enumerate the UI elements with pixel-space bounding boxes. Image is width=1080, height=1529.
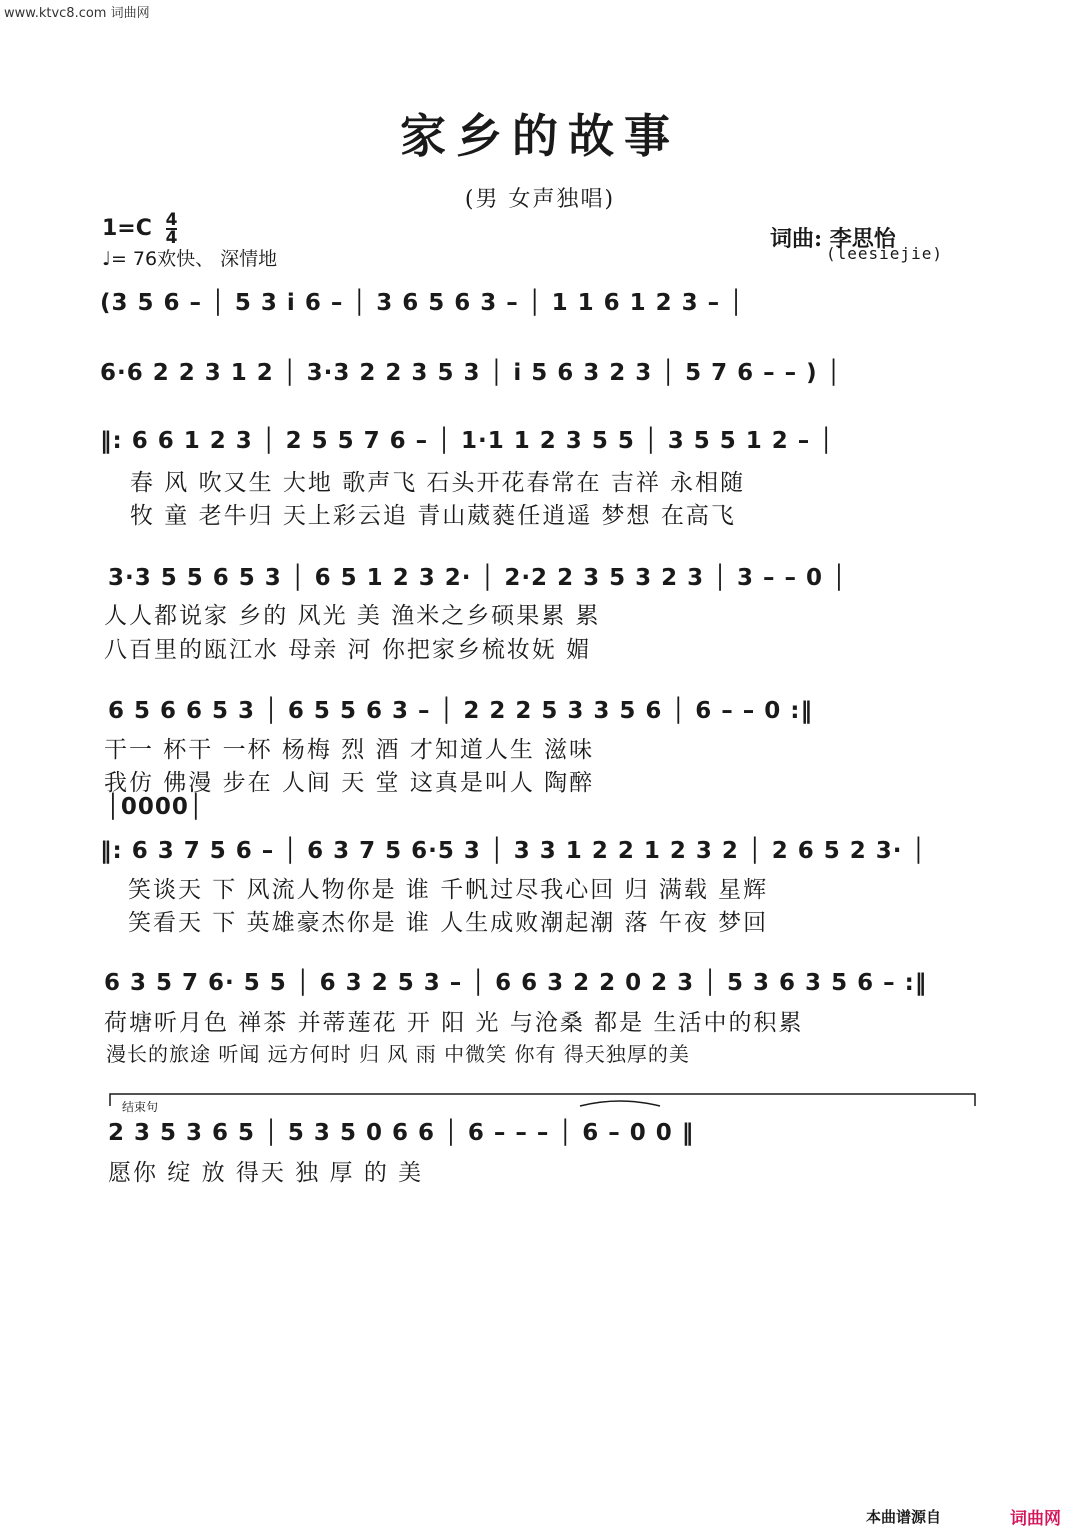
footer-site-logo[interactable]: 词曲网 xyxy=(1010,1509,1061,1529)
score-row-5-lyric-1: 干一 杯干 一杯 杨梅 烈 酒 才知道人生 滋味 xyxy=(104,737,595,763)
score-row-2-notes: 6·6 2 2 3 1 2 │ 3·3 2 2 3 5 3 │ i 5 6 3 2 3 │ 5 7 6 – – ) │ xyxy=(100,360,842,386)
score-row-4-lyric-2: 八百里的瓯江水 母亲 河 你把家乡梳妆妩 媚 xyxy=(104,637,592,663)
score-row-3-notes: ‖: 6 6 1 2 3 │ 2 5 5 7 6 – │ 1·1 1 2 3 5 5 │ 3 5 5 1 2 – │ xyxy=(100,428,835,454)
score-row-5-lyric-2: 我仿 佛漫 步在 人间 天 堂 这真是叫人 陶醉 xyxy=(104,770,595,796)
score-row-5-rest-measure: │0000│ xyxy=(106,794,204,820)
song-title: 家乡的故事 xyxy=(400,109,680,163)
time-sig-top: 4 xyxy=(165,210,178,230)
tempo-marking: ♩= 76欢快、 深情地 xyxy=(102,248,278,270)
score-row-6-notes: ‖: 6 3 7 5 6 – │ 6 3 7 5 6·5 3 │ 3 3 1 2 2 1 2 3 2 │ 2 6 5 2 3· │ xyxy=(100,838,927,864)
score-row-5-notes: 6 5 6 6 5 3 │ 6 5 5 6 3 – │ 2 2 2 5 3 3 5 6 │ 6 – – 0 :‖ xyxy=(108,698,814,724)
composer-alias: (leesiejie) xyxy=(826,244,943,263)
time-sig-bottom: 4 xyxy=(165,228,178,248)
score-row-6-lyric-2: 笑看天 下 英雄豪杰你是 谁 人生成败潮起潮 落 午夜 梦回 xyxy=(128,910,769,936)
score-row-7-lyric-1: 荷塘听月色 禅茶 并蒂莲花 开 阳 光 与沧桑 都是 生活中的积累 xyxy=(104,1010,804,1036)
score-row-4-lyric-1: 人人都说家 乡的 风光 美 渔米之乡硕果累 累 xyxy=(104,603,601,629)
score-row-7-lyric-2: 漫长的旅途 听闻 远方何时 归 风 雨 中微笑 你有 得天独厚的美 xyxy=(106,1042,690,1066)
score-row-8-lyric-1: 愿你 绽 放 得天 独 厚 的 美 xyxy=(108,1160,424,1186)
score-row-4-notes: 3·3 5 5 6 5 3 │ 6 5 1 2 3 2· │ 2·2 2 3 5 3 2 3 │ 3 – – 0 │ xyxy=(108,565,847,591)
footer-source-label: 本曲谱源自 xyxy=(866,1508,942,1526)
score-row-1-notes: (3 5 6 – │ 5 3 i 6 – │ 3 6 5 6 3 – │ 1 1 6 1 2 3 – │ xyxy=(100,290,745,316)
score-row-3-lyric-1: 春 风 吹又生 大地 歌声飞 石头开花春常在 吉祥 永相随 xyxy=(130,470,746,496)
score-row-6-lyric-1: 笑谈天 下 风流人物你是 谁 千帆过尽我心回 归 满载 星辉 xyxy=(128,877,769,903)
song-subtitle: (男 女声独唱) xyxy=(464,187,616,212)
ending-label: 结束句 xyxy=(122,1100,159,1114)
score-row-7-notes: 6 3 5 7 6· 5 5 │ 6 3 2 5 3 – │ 6 6 3 2 2 0 2 3 │ 5 3 6 3 5 6 – :‖ xyxy=(104,970,928,996)
watermark: www.ktvc8.com 词曲网 xyxy=(4,6,150,21)
score-row-3-lyric-2: 牧 童 老牛归 天上彩云追 青山葳蕤任逍遥 梦想 在高飞 xyxy=(130,503,736,529)
composer-credit: 词曲: 李思怡 xyxy=(770,226,896,252)
score-row-8-notes: 2 3 5 3 6 5 │ 5 3 5 0 6 6 │ 6 – – – │ 6 – 0 0 ‖ xyxy=(108,1120,695,1146)
key-label: 1=C xyxy=(102,216,152,241)
